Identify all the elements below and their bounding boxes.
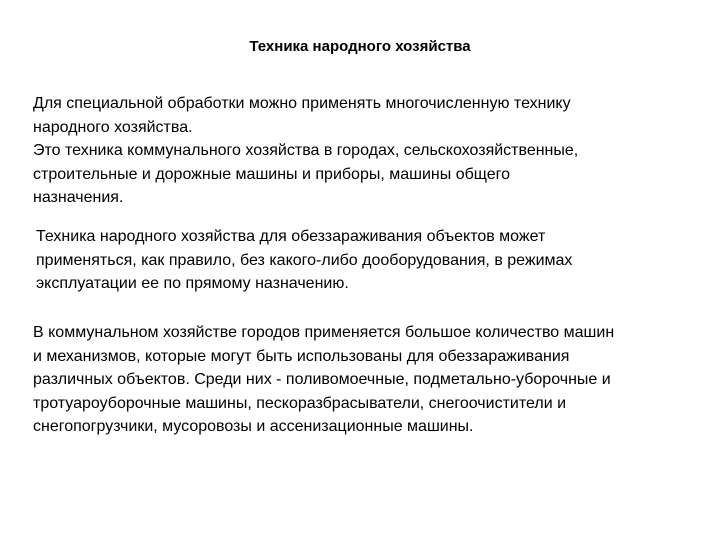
slide-title: Техника народного хозяйства bbox=[249, 38, 471, 55]
text-line: и механизмов, которые могут быть использованы для обеззараживания bbox=[33, 347, 570, 365]
text-line: назначения. bbox=[33, 189, 124, 206]
text-line: эксплуатации ее по прямому назначению. bbox=[36, 275, 349, 292]
text-line: В коммунальном хозяйстве городов применяется большое количество машин bbox=[33, 324, 615, 341]
text-line: Для специальной обработки можно применять многочисленную технику bbox=[33, 95, 571, 112]
text-line: Это техника коммунального хозяйства в городах, сельскохозяйственные, bbox=[33, 142, 579, 159]
text-line: снегопогрузчики, мусоровозы и ассенизационные машины. bbox=[33, 418, 474, 435]
text-line: применяться, как правило, без какого-либо дооборудования, в режимах bbox=[36, 251, 573, 269]
text-line: народного хозяйства. bbox=[33, 118, 193, 136]
text-line: различных объектов. Среди них - поливомоечные, подметально-уборочные и bbox=[33, 371, 611, 388]
text-line: Техника народного хозяйства для обеззараживания объектов может bbox=[36, 228, 546, 245]
text-line: строительные и дорожные машины и приборы, машины общего bbox=[33, 165, 511, 183]
paragraph-special-treatment bbox=[33, 92, 673, 210]
paragraph-usage-modes bbox=[36, 225, 676, 296]
text-line: тротуароуборочные машины, пескоразбрасыватели, снегоочистители и bbox=[33, 394, 567, 412]
paragraph-municipal-machines bbox=[33, 321, 693, 439]
